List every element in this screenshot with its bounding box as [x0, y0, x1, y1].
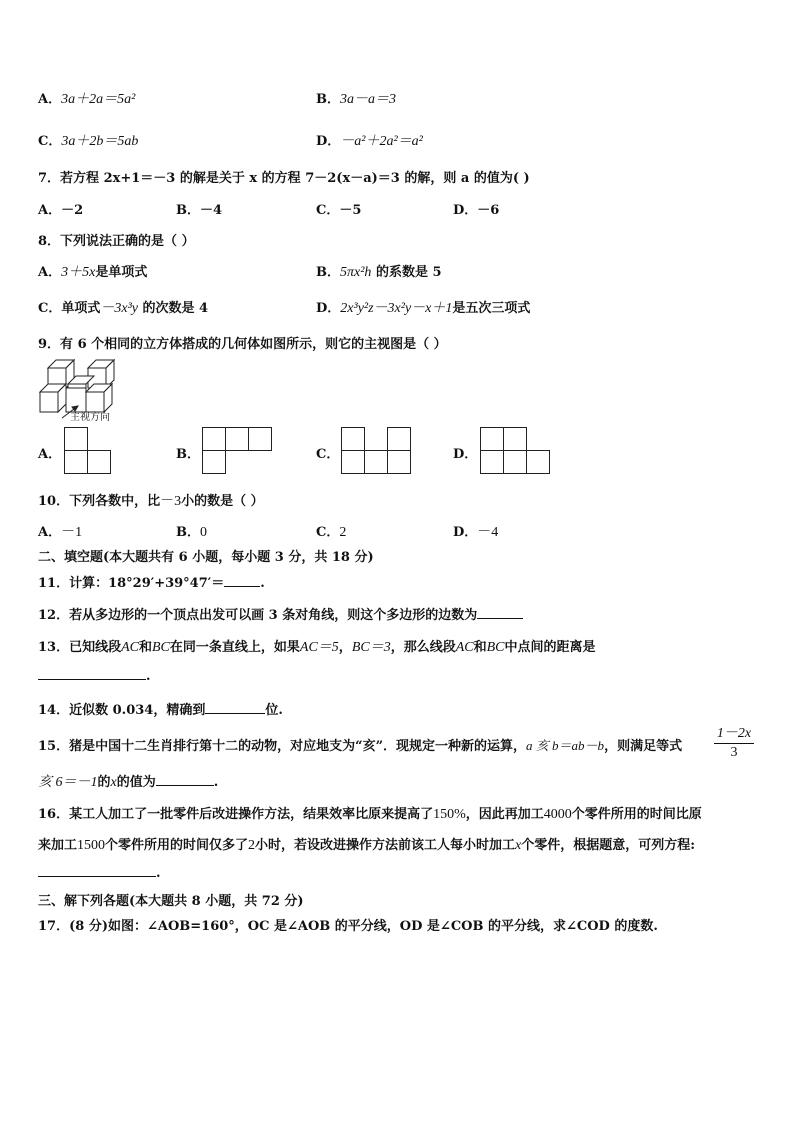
question-end: .	[156, 866, 161, 881]
question-text: 16．某工人加工了一批零件后改进操作方法，结果效率比原来提高了	[38, 807, 434, 822]
answer-blank[interactable]	[477, 606, 523, 619]
answer-blank[interactable]	[156, 773, 214, 786]
option-label: D．	[316, 301, 341, 316]
operation-definition: a 亥 b＝ab－b	[526, 738, 605, 753]
option-label: A．	[38, 525, 62, 540]
option-expression: 2x³y²z－3x²y－x＋1	[340, 301, 453, 316]
q12	[38, 604, 523, 623]
section-3-heading: 三、解下列各题(本大题共 8 小题，共 72 分)	[38, 894, 304, 909]
q9-option-b[interactable]: B．	[176, 447, 200, 462]
q10-option-b[interactable]	[176, 521, 207, 541]
option-expression: 3a＋2b＝5ab	[61, 134, 139, 149]
option-label: B．	[316, 92, 340, 107]
option-label: D．	[316, 134, 341, 149]
option-expression: 3a＋2a＝5a²	[61, 92, 136, 107]
view-square	[364, 450, 388, 474]
q9-option-d[interactable]: D．	[453, 447, 478, 462]
number-value: 2	[248, 838, 256, 853]
q10-stem	[38, 490, 264, 510]
fraction	[714, 722, 754, 761]
q10-option-c[interactable]	[316, 521, 346, 541]
q7-option-d[interactable]: D．－6	[453, 203, 500, 218]
view-square	[480, 450, 504, 474]
percent-value: 150%	[433, 807, 466, 822]
question-text: 11．计算：18°29′+39°47′＝	[38, 576, 225, 591]
view-square	[87, 450, 111, 474]
option-label: C．	[38, 134, 62, 149]
number-value: 4000	[543, 807, 572, 822]
q8-option-d[interactable]	[316, 297, 530, 317]
option-value: －4	[477, 525, 499, 540]
q8-stem: 8．下列说法正确的是（ ）	[38, 234, 195, 249]
answer-blank[interactable]	[38, 864, 156, 877]
fraction-bar	[714, 743, 754, 744]
q7-stem: 7．若方程 2x+1＝－3 的解是关于 x 的方程 7－2(x－a)＝3 的解，则 a 的值为( )	[38, 171, 530, 186]
q9-option-a[interactable]: A．	[38, 447, 62, 462]
question-end: .	[146, 669, 151, 684]
question-text: 个零件所用的时间仅多了	[105, 838, 249, 853]
view-square	[64, 427, 88, 451]
view-square	[341, 427, 365, 451]
q16-line2	[38, 834, 695, 854]
view-square	[387, 427, 411, 451]
view-square	[64, 450, 88, 474]
q6-option-d[interactable]	[316, 130, 423, 150]
q7-option-b[interactable]: B．－4	[176, 203, 223, 218]
answer-blank[interactable]	[224, 574, 260, 587]
option-label: B．	[316, 265, 340, 280]
q6-option-a[interactable]	[38, 88, 135, 108]
option-text: 是五次三项式	[452, 301, 531, 316]
q11	[38, 572, 265, 591]
q10-option-a[interactable]	[38, 521, 82, 541]
option-expression: 3＋5x	[61, 265, 96, 280]
question-text: ，	[338, 640, 352, 655]
segment-bc: BC	[152, 640, 170, 655]
question-text: 14．近似数 0.034，精确到	[38, 703, 206, 718]
question-end: .	[260, 576, 265, 591]
segment-ac: AC	[455, 640, 474, 655]
q16-answer	[38, 864, 161, 881]
fraction-denominator: 3	[730, 745, 738, 760]
q6-option-b[interactable]	[316, 88, 396, 108]
answer-blank[interactable]	[205, 701, 265, 714]
option-label: D．	[453, 525, 478, 540]
question-text: ，则满足等式	[604, 739, 683, 754]
ac-value: AC＝5	[299, 640, 339, 655]
question-text: 12．若从多边形的一个顶点出发可以画 3 条对角线，则这个多边形的边数为	[38, 608, 478, 623]
view-square	[248, 427, 272, 451]
section-2-heading: 二、填空题(本大题共有 6 小题，每小题 3 分，共 18 分)	[38, 550, 374, 565]
question-end: 位.	[265, 703, 283, 718]
bc-value: BC＝3	[351, 640, 391, 655]
option-label: A．	[38, 265, 62, 280]
option-label: B．	[176, 525, 200, 540]
question-text: ，那么线段	[390, 640, 456, 655]
q9-stem: 9．有 6 个相同的立方体搭成的几何体如图所示，则它的主视图是（ ）	[38, 337, 447, 352]
option-value: －1	[61, 525, 83, 540]
q15-line1	[38, 735, 682, 754]
question-text: 13．已知线段	[38, 640, 122, 655]
view-square	[202, 427, 226, 451]
option-text: 的次数是 4	[137, 301, 209, 316]
question-text: 在同一条直线上，如果	[169, 640, 300, 655]
q8-option-a[interactable]	[38, 261, 147, 281]
view-square	[503, 450, 527, 474]
segment-ac: AC	[121, 640, 139, 655]
q16-line1	[38, 803, 702, 823]
variable-x: x	[110, 775, 117, 790]
option-label: A．	[38, 92, 62, 107]
answer-blank[interactable]	[38, 667, 146, 680]
option-expression: －3x³y	[100, 301, 138, 316]
option-label: C．单项式	[38, 301, 101, 316]
option-value: 2	[339, 525, 347, 540]
variable-x: x	[515, 838, 522, 853]
equation: 亥 6＝－1	[38, 775, 98, 790]
q13-answer	[38, 667, 151, 684]
q17: 17．(8 分)如图：∠AOB=160°，OC 是∠AOB 的平分线，OD 是∠COB 的平分线，求∠COD 的度数.	[38, 919, 658, 934]
q7-option-c[interactable]: C．－5	[316, 203, 362, 218]
question-text: 和	[473, 640, 487, 655]
question-text: 中点间的距离是	[504, 640, 596, 655]
q8-option-c[interactable]	[38, 297, 208, 317]
question-text: 的值为	[116, 775, 156, 790]
number-value: 1500	[77, 838, 106, 853]
q10-option-d[interactable]	[453, 521, 498, 541]
option-value: 0	[200, 525, 207, 540]
q9-option-c[interactable]: C．	[316, 447, 340, 462]
direction-label: 主视方向	[70, 412, 110, 423]
q14	[38, 699, 283, 718]
option-expression: 5πx²h	[340, 265, 372, 280]
view-square	[503, 427, 527, 451]
view-square	[341, 450, 365, 474]
q6-option-c[interactable]	[38, 130, 138, 150]
question-text: 的	[97, 775, 111, 790]
question-text: 个零件所用的时间比原	[571, 807, 702, 822]
question-text: 小时，若设改进操作方法前该工人每小时加工	[255, 838, 516, 853]
view-square	[225, 427, 249, 451]
option-label: C．	[316, 525, 340, 540]
segment-bc: BC	[486, 640, 505, 655]
fraction-numerator: 1－2x	[716, 726, 752, 741]
view-square	[480, 427, 504, 451]
question-end: .	[213, 775, 219, 790]
stem-text: 10．下列各数中，比	[38, 494, 161, 509]
view-square	[202, 450, 226, 474]
stem-number: －3	[160, 494, 182, 509]
question-text: 15．猪是中国十二生肖排行第十二的动物，对应地支为“亥”．现规定一种新的运算，	[38, 739, 527, 754]
question-text: 和	[138, 640, 152, 655]
question-text: 个零件，根据题意，可列方程:	[521, 838, 696, 853]
stem-text: 小的数是（ ）	[181, 494, 264, 509]
question-text: ，因此再加工	[465, 807, 544, 822]
view-square	[387, 450, 411, 474]
option-text: 是单项式	[95, 265, 148, 280]
view-square	[526, 450, 550, 474]
option-text: 的系数是 5	[371, 265, 442, 280]
q13	[38, 636, 596, 656]
option-expression: －a²＋2a²＝a²	[340, 134, 423, 149]
question-text: 来加工	[38, 838, 78, 853]
option-expression: 3a－a＝3	[340, 92, 396, 107]
q8-option-b[interactable]	[316, 261, 442, 281]
q15-line2	[38, 771, 218, 791]
q7-option-a[interactable]: A．－2	[38, 203, 84, 218]
